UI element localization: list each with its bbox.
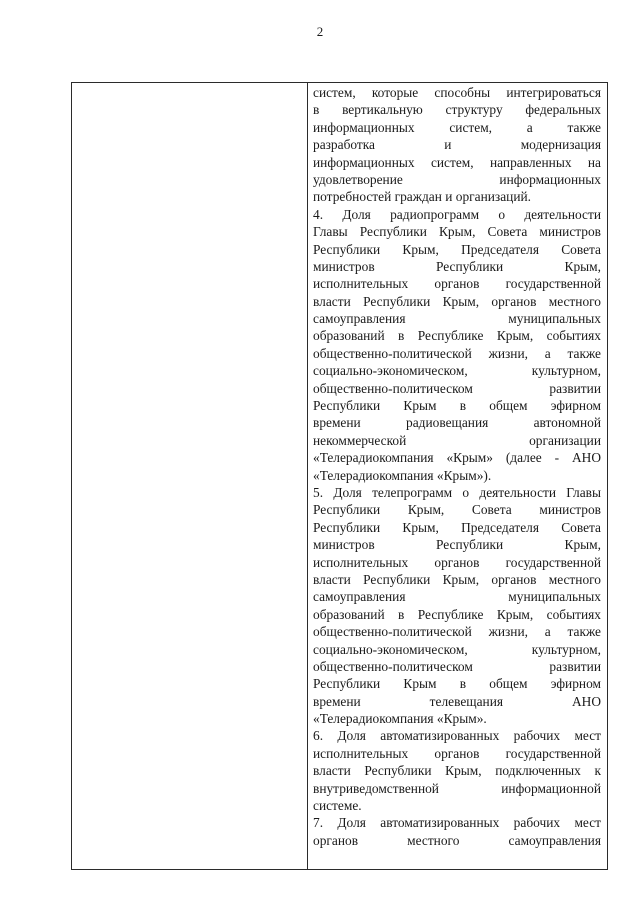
text-line: органов местного самоуправления	[313, 832, 601, 848]
text-line: социально-экономическом, культурном,	[313, 641, 601, 657]
text-line: «Телерадиокомпания «Крым»).	[313, 467, 492, 483]
text-line: исполнительных органов государственной	[313, 554, 601, 570]
text-line: образований в Республике Крым, событиях	[313, 328, 601, 344]
text-line: Республики Крым, Совета министров	[313, 502, 601, 518]
text-line: власти Республики Крым, подключенных к	[313, 763, 601, 779]
text-line: общественно-политическом развитии	[313, 380, 601, 396]
text-line: систем, которые способны интегрироваться	[313, 85, 601, 100]
text-line: внутриведомственной информационной	[313, 780, 601, 796]
text-line: 6. Доля автоматизированных рабочих мест	[313, 728, 601, 744]
text-line: информационных систем, а также	[313, 119, 601, 135]
text-line: удовлетворение информационных	[313, 171, 601, 187]
text-line: образований в Республике Крым, событиях	[313, 606, 601, 622]
text-line: Республики Крым в общем эфирном	[313, 676, 601, 692]
text-line: общественно-политической жизни, а также	[313, 345, 601, 361]
text-line: Республики Крым, Председателя Совета	[313, 241, 601, 257]
text-line: разработка и модернизация	[313, 137, 601, 153]
text-line: министров Республики Крым,	[313, 258, 601, 274]
text-line: 4. Доля радиопрограмм о деятельности	[313, 206, 601, 222]
text-line: самоуправления муниципальных	[313, 311, 601, 327]
text-line: информационных систем, направленных на	[313, 154, 601, 170]
document-table	[71, 82, 608, 870]
text-line: «Телерадиокомпания «Крым».	[313, 711, 487, 727]
text-line: системе.	[313, 798, 362, 814]
text-line: потребностей граждан и организаций.	[313, 189, 532, 205]
text-line: социально-экономическом, культурном,	[313, 363, 601, 379]
text-line: «Телерадиокомпания «Крым» (далее - АНО	[313, 450, 601, 466]
text-line: Республики Крым, Председателя Совета	[313, 519, 601, 535]
page-number: 2	[316, 24, 324, 39]
text-line: Главы Республики Крым, Совета министров	[313, 224, 601, 240]
text-line: 7. Доля автоматизированных рабочих мест	[313, 815, 601, 831]
table-left-column	[72, 83, 308, 869]
text-line: времени радиовещания автономной	[313, 415, 601, 431]
text-line: власти Республики Крым, органов местного	[313, 293, 601, 309]
text-line: самоуправления муниципальных	[313, 589, 601, 605]
text-line: исполнительных органов государственной	[313, 276, 601, 292]
table-right-column	[308, 83, 607, 869]
text-line: исполнительных органов государственной	[313, 745, 601, 761]
text-line: 5. Доля телепрограмм о деятельности Главы	[313, 484, 601, 500]
text-line: некоммерческой организации	[313, 432, 601, 448]
text-line: министров Республики Крым,	[313, 537, 601, 553]
text-line: общественно-политическом развитии	[313, 658, 601, 674]
text-line: времени телевещания АНО	[313, 693, 601, 709]
text-line: Республики Крым в общем эфирном	[313, 398, 601, 414]
text-line: в вертикальную структуру федеральных	[313, 102, 601, 118]
text-line: власти Республики Крым, органов местного	[313, 571, 601, 587]
text-line: общественно-политической жизни, а также	[313, 624, 601, 640]
